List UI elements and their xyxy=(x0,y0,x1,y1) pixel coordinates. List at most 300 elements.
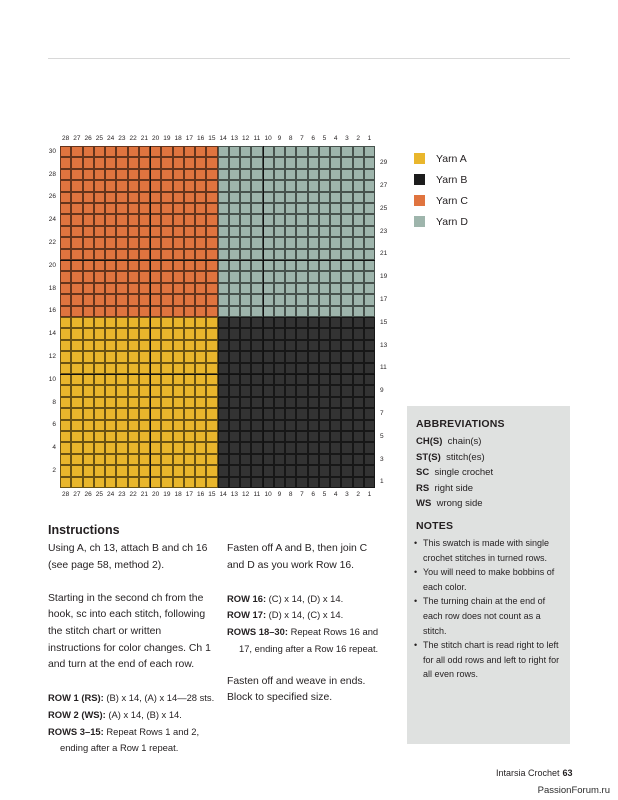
chart-cell xyxy=(364,249,375,260)
chart-cell xyxy=(285,249,296,260)
chart-cell xyxy=(60,408,71,419)
chart-cell xyxy=(83,465,94,476)
chart-cell xyxy=(353,192,364,203)
chart-cell xyxy=(105,271,116,282)
chart-cell xyxy=(364,465,375,476)
chart-cell xyxy=(150,294,161,305)
chart-cell xyxy=(240,294,251,305)
chart-cell xyxy=(161,226,172,237)
chart-cell xyxy=(229,442,240,453)
chart-cell xyxy=(319,363,330,374)
chart-cell xyxy=(341,214,352,225)
legend-label: Yarn D xyxy=(436,215,468,228)
chart-cell xyxy=(94,203,105,214)
legend-item-yarn-d xyxy=(414,211,468,232)
chart-cell xyxy=(105,420,116,431)
row-label: ROWS 3–15: xyxy=(48,725,104,737)
chart-cell xyxy=(285,317,296,328)
chart-cell xyxy=(83,180,94,191)
yarn-d-swatch xyxy=(414,216,425,227)
chart-cell xyxy=(60,385,71,396)
chart-cell xyxy=(240,157,251,168)
chart-cell xyxy=(94,249,105,260)
chart-cell xyxy=(308,374,319,385)
chart-cell xyxy=(139,431,150,442)
chart-cell xyxy=(161,351,172,362)
chart-cell xyxy=(173,271,184,282)
chart-cell xyxy=(274,260,285,271)
chart-cell xyxy=(341,454,352,465)
legend-item-yarn-a xyxy=(414,148,468,169)
chart-cell xyxy=(330,465,341,476)
chart-cell xyxy=(285,294,296,305)
chart-cell xyxy=(184,477,195,488)
chart-cell xyxy=(139,271,150,282)
chart-cell xyxy=(184,146,195,157)
chart-cell xyxy=(353,442,364,453)
chart-cell xyxy=(161,237,172,248)
chart-cell xyxy=(308,306,319,317)
chart-cell xyxy=(150,408,161,419)
chart-cell xyxy=(251,294,262,305)
chart-cell xyxy=(308,192,319,203)
row-number: 8 xyxy=(52,398,56,406)
column-number: 2 xyxy=(356,135,360,142)
chart-cell xyxy=(83,249,94,260)
abbreviation-row xyxy=(416,450,493,466)
chart-cell xyxy=(150,385,161,396)
column-number: 9 xyxy=(277,135,282,142)
note-item: • You will need to make bobbins of each color. xyxy=(414,565,564,594)
chart-cell xyxy=(364,294,375,305)
chart-cell xyxy=(195,363,206,374)
chart-cell xyxy=(184,271,195,282)
chart-cell xyxy=(150,192,161,203)
chart-cell xyxy=(206,214,217,225)
chart-cell xyxy=(94,477,105,488)
chart-cell xyxy=(319,420,330,431)
row-text: Repeat Rows 16 and 17, ending after a Row 16 repeat. xyxy=(239,625,379,654)
chart-cell xyxy=(128,420,139,431)
chart-cell xyxy=(139,385,150,396)
chart-cell xyxy=(296,408,307,419)
chart-cell xyxy=(105,442,116,453)
chart-cell xyxy=(128,317,139,328)
chart-guide-line xyxy=(60,374,375,375)
chart-cell xyxy=(229,465,240,476)
chart-cell xyxy=(296,317,307,328)
chart-cell xyxy=(229,294,240,305)
chart-cell xyxy=(330,203,341,214)
chart-cell xyxy=(296,397,307,408)
chart-cell xyxy=(184,214,195,225)
chart-cell xyxy=(353,420,364,431)
chart-cell xyxy=(206,249,217,260)
chart-cell xyxy=(71,249,82,260)
chart-cell xyxy=(285,283,296,294)
chart-cell xyxy=(173,385,184,396)
chart-cell xyxy=(285,340,296,351)
chart-cell xyxy=(83,363,94,374)
chart-cell xyxy=(105,397,116,408)
chart-cell xyxy=(128,180,139,191)
chart-cell xyxy=(195,420,206,431)
chart-cell xyxy=(263,317,274,328)
chart-cell xyxy=(240,385,251,396)
chart-cell xyxy=(83,374,94,385)
row-label: ROW 1 (RS): xyxy=(48,692,104,704)
chart-cell xyxy=(139,340,150,351)
chart-cell xyxy=(83,283,94,294)
chart-cell xyxy=(139,477,150,488)
chart-cell xyxy=(296,306,307,317)
chart-cell xyxy=(150,477,161,488)
instruction-paragraph: Fasten off and weave in ends. Block to specified size. xyxy=(227,675,366,704)
chart-cell xyxy=(139,169,150,180)
chart-cell xyxy=(83,385,94,396)
chart-cell xyxy=(319,454,330,465)
chart-cell xyxy=(296,214,307,225)
chart-cell xyxy=(251,431,262,442)
chart-cell xyxy=(330,397,341,408)
chart-cell xyxy=(116,146,127,157)
chart-cell xyxy=(94,363,105,374)
row-number: 13 xyxy=(380,341,388,349)
row-text: Repeat Rows 1 and 2, ending after a Row 1 repeat. xyxy=(60,725,200,754)
column-number: 16 xyxy=(197,491,205,498)
chart-cell xyxy=(105,306,116,317)
column-number: 28 xyxy=(62,491,70,498)
notes-heading: NOTES xyxy=(416,520,454,532)
chart-cell xyxy=(296,169,307,180)
column-number: 11 xyxy=(253,491,261,498)
chart-cell xyxy=(274,283,285,294)
chart-cell xyxy=(60,420,71,431)
abbreviation-term: RS xyxy=(416,482,430,494)
chart-cell xyxy=(184,465,195,476)
chart-cell xyxy=(116,180,127,191)
chart-cell xyxy=(71,214,82,225)
chart-cell xyxy=(94,328,105,339)
chart-cell xyxy=(105,477,116,488)
chart-cell xyxy=(128,271,139,282)
chart-cell xyxy=(240,477,251,488)
chart-cell xyxy=(71,374,82,385)
chart-cell xyxy=(184,249,195,260)
chart-cell xyxy=(184,431,195,442)
row-number: 6 xyxy=(52,421,56,429)
chart-cell xyxy=(116,328,127,339)
column-number: 3 xyxy=(345,135,349,142)
chart-cell xyxy=(173,317,184,328)
abbreviation-term: WS xyxy=(416,498,432,509)
chart-cell xyxy=(229,385,240,396)
chart-cell xyxy=(71,408,82,419)
stitch-chart xyxy=(48,135,388,498)
column-number: 5 xyxy=(322,135,327,142)
chart-cell xyxy=(319,385,330,396)
chart-cell xyxy=(139,249,150,260)
chart-cell xyxy=(263,169,274,180)
chart-cell xyxy=(251,363,262,374)
chart-cell xyxy=(353,214,364,225)
chart-cell xyxy=(364,420,375,431)
chart-cell xyxy=(274,180,285,191)
chart-cell xyxy=(229,271,240,282)
chart-cell xyxy=(364,385,375,396)
chart-cell xyxy=(319,283,330,294)
chart-cell xyxy=(285,203,296,214)
chart-cell xyxy=(341,328,352,339)
chart-cell xyxy=(195,385,206,396)
chart-cell xyxy=(341,146,352,157)
chart-cell xyxy=(364,260,375,271)
chart-cell xyxy=(229,454,240,465)
abbreviations-notes-box xyxy=(407,406,570,744)
chart-cell xyxy=(83,328,94,339)
chart-cell xyxy=(251,192,262,203)
chart-cell xyxy=(308,169,319,180)
chart-cell xyxy=(330,477,341,488)
chart-cell xyxy=(319,203,330,214)
book-title: Intarsia Crochet xyxy=(496,768,560,778)
chart-cell xyxy=(251,477,262,488)
column-number: 25 xyxy=(95,135,103,142)
column-number: 3 xyxy=(345,491,349,498)
chart-cell xyxy=(308,442,319,453)
chart-cell xyxy=(184,385,195,396)
chart-guide-line xyxy=(60,260,375,261)
chart-cell xyxy=(105,465,116,476)
chart-cell xyxy=(341,294,352,305)
abbreviation-def: chain(s) xyxy=(447,436,482,447)
chart-cell xyxy=(105,192,116,203)
abbreviation-row xyxy=(416,434,493,450)
chart-cell xyxy=(319,340,330,351)
column-number: 24 xyxy=(107,491,115,498)
chart-cell xyxy=(173,477,184,488)
column-number: 13 xyxy=(230,491,238,498)
chart-cell xyxy=(150,351,161,362)
chart-cell xyxy=(341,397,352,408)
chart-cell xyxy=(128,442,139,453)
chart-cell xyxy=(206,226,217,237)
chart-cell xyxy=(229,420,240,431)
chart-cell xyxy=(161,465,172,476)
chart-cell xyxy=(364,283,375,294)
chart-cell xyxy=(285,420,296,431)
chart-cell xyxy=(83,271,94,282)
abbreviation-term: SC xyxy=(416,467,430,478)
note-item: • The stitch chart is read right to left for all odd rows and left to right for all even rows. xyxy=(414,638,564,682)
page-number: 63 xyxy=(562,768,573,778)
chart-cell xyxy=(94,351,105,362)
chart-cell xyxy=(308,454,319,465)
column-number: 22 xyxy=(129,491,137,498)
instructions-column-1 xyxy=(48,541,216,757)
chart-cell xyxy=(184,294,195,305)
chart-cell xyxy=(274,465,285,476)
chart-cell xyxy=(71,363,82,374)
chart-cell xyxy=(150,249,161,260)
chart-cell xyxy=(128,192,139,203)
chart-cell xyxy=(60,328,71,339)
chart-cell xyxy=(139,237,150,248)
chart-cell xyxy=(94,283,105,294)
chart-cell xyxy=(319,260,330,271)
column-number: 8 xyxy=(288,491,293,498)
chart-cell xyxy=(308,420,319,431)
chart-cell xyxy=(229,351,240,362)
chart-cell xyxy=(218,203,229,214)
chart-cell xyxy=(71,294,82,305)
chart-cell xyxy=(330,454,341,465)
chart-cell xyxy=(83,157,94,168)
chart-cell xyxy=(218,442,229,453)
chart-cell xyxy=(229,306,240,317)
chart-cell xyxy=(308,408,319,419)
chart-cell xyxy=(173,397,184,408)
chart-cell xyxy=(296,454,307,465)
chart-cell xyxy=(229,408,240,419)
column-number: 9 xyxy=(277,491,282,498)
chart-cell xyxy=(364,340,375,351)
instructions-heading: Instructions xyxy=(48,523,120,537)
abbreviations-heading: ABBREVIATIONS xyxy=(416,418,505,430)
chart-cell xyxy=(206,328,217,339)
chart-cell xyxy=(251,157,262,168)
chart-cell xyxy=(353,317,364,328)
chart-cell xyxy=(195,294,206,305)
chart-cell xyxy=(251,146,262,157)
chart-cell xyxy=(128,157,139,168)
chart-cell xyxy=(218,397,229,408)
instruction-paragraph: Starting in the second ch from the hook, sc into each stitch, following the stitch chart or written instructions for color changes. Ch 1 and turn at the end of each row. xyxy=(48,592,211,671)
chart-cell xyxy=(353,180,364,191)
chart-cell xyxy=(263,260,274,271)
chart-cell xyxy=(60,306,71,317)
chart-cell xyxy=(94,294,105,305)
chart-cell xyxy=(83,397,94,408)
chart-cell xyxy=(139,146,150,157)
abbreviation-term: CH(S) xyxy=(416,436,443,447)
chart-cell xyxy=(341,271,352,282)
chart-cell xyxy=(173,226,184,237)
chart-cell xyxy=(60,465,71,476)
chart-cell xyxy=(173,431,184,442)
chart-cell xyxy=(83,192,94,203)
chart-cell xyxy=(184,203,195,214)
chart-cell xyxy=(218,454,229,465)
chart-cell xyxy=(60,283,71,294)
chart-cell xyxy=(195,340,206,351)
chart-cell xyxy=(218,146,229,157)
chart-cell xyxy=(229,214,240,225)
chart-cell xyxy=(353,363,364,374)
chart-cell xyxy=(206,442,217,453)
chart-cell xyxy=(128,351,139,362)
chart-cell xyxy=(240,214,251,225)
yarn-b-swatch xyxy=(414,174,425,185)
chart-cell xyxy=(285,146,296,157)
chart-cell xyxy=(263,237,274,248)
chart-cell xyxy=(341,192,352,203)
chart-cell xyxy=(308,180,319,191)
chart-cell xyxy=(319,442,330,453)
chart-cell xyxy=(330,237,341,248)
chart-cell xyxy=(251,283,262,294)
chart-cell xyxy=(341,351,352,362)
chart-cell xyxy=(364,146,375,157)
chart-cell xyxy=(128,431,139,442)
chart-cell xyxy=(319,408,330,419)
chart-cell xyxy=(330,431,341,442)
chart-cell xyxy=(330,157,341,168)
chart-cell xyxy=(83,203,94,214)
chart-cell xyxy=(60,203,71,214)
chart-cell xyxy=(263,294,274,305)
chart-cell xyxy=(116,283,127,294)
chart-cell xyxy=(173,157,184,168)
abbreviation-def: wrong side xyxy=(436,498,483,509)
column-number: 20 xyxy=(152,135,160,142)
abbreviations-list xyxy=(416,434,493,512)
row-instruction xyxy=(48,690,216,707)
chart-cell xyxy=(105,317,116,328)
chart-cell xyxy=(218,465,229,476)
chart-cell xyxy=(251,454,262,465)
chart-cell xyxy=(206,283,217,294)
chart-cell xyxy=(341,169,352,180)
chart-cell xyxy=(139,363,150,374)
chart-cell xyxy=(353,385,364,396)
chart-cell xyxy=(240,340,251,351)
chart-cell xyxy=(83,477,94,488)
top-rule xyxy=(48,58,570,59)
chart-cell xyxy=(184,351,195,362)
chart-cell xyxy=(139,454,150,465)
chart-cell xyxy=(308,340,319,351)
chart-cell xyxy=(184,408,195,419)
yarn-c-swatch xyxy=(414,195,425,206)
chart-cell xyxy=(330,249,341,260)
chart-cell xyxy=(116,408,127,419)
chart-cell xyxy=(263,340,274,351)
chart-cell xyxy=(173,408,184,419)
row-label: ROW 17: xyxy=(227,609,267,621)
chart-cell xyxy=(71,340,82,351)
column-number: 1 xyxy=(367,135,372,142)
chart-cell xyxy=(173,214,184,225)
column-number: 10 xyxy=(264,135,272,142)
chart-cell xyxy=(195,192,206,203)
chart-cell xyxy=(83,431,94,442)
chart-cell xyxy=(71,397,82,408)
row-number: 18 xyxy=(48,284,56,292)
chart-cell xyxy=(218,237,229,248)
chart-cell xyxy=(229,192,240,203)
chart-cell xyxy=(105,169,116,180)
yarn-legend xyxy=(414,148,468,232)
chart-cell xyxy=(218,271,229,282)
chart-cell xyxy=(206,477,217,488)
chart-cell xyxy=(364,306,375,317)
chart-cell xyxy=(229,328,240,339)
chart-cell xyxy=(274,340,285,351)
chart-cell xyxy=(150,169,161,180)
abbreviation-row xyxy=(416,465,493,481)
chart-cell xyxy=(263,351,274,362)
